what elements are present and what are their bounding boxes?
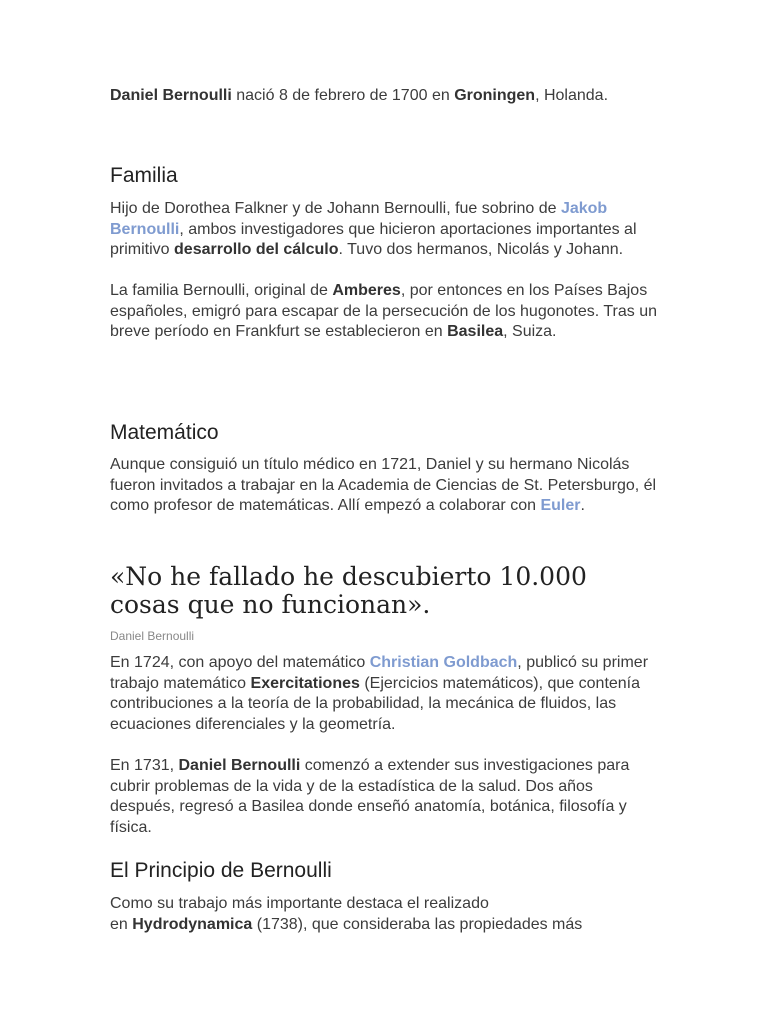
familia-p1-text-2: , ambos investigadores que hicieron aportaciones importantes al primitivo bbox=[110, 220, 637, 258]
matematico-p1-end: . bbox=[580, 497, 585, 514]
body2-p1-text-2: , publicó su primer trabajo matemático bbox=[110, 654, 649, 692]
body2-p2-text-2: comenzó a extender sus investigaciones para cubrir problemas de la vida y de la estadística de la salud. Dos años después, regresó a Basilea donde enseñó anatomía, botánica, filosofía y física. bbox=[110, 757, 630, 836]
intro-name: Daniel Bernoulli bbox=[110, 87, 232, 104]
body2-p1-text: En 1724, con apoyo del matemático bbox=[110, 654, 370, 671]
familia-p1-bold: desarrollo del cálculo bbox=[174, 241, 339, 258]
matematico-heading: Matemático bbox=[110, 421, 219, 444]
body2-p1-text-3: (Ejercicios matemáticos), que contenía contribuciones a la teoría de la probabilidad, la mecánica de fluidos, las ecuaciones diferenciales y la geometría. bbox=[110, 674, 641, 733]
familia-paragraph-1 bbox=[110, 199, 660, 261]
familia-heading: Familia bbox=[110, 164, 178, 187]
familia-p1-text: Hijo de Dorothea Falkner y de Johann Bernoulli, fue sobrino de bbox=[110, 200, 561, 217]
quote-line-1: «No he fallado he descubierto 10.000 bbox=[110, 562, 587, 591]
euler-link[interactable]: Euler bbox=[540, 497, 581, 514]
familia-p2-text-2: , por entonces en los Países Bajos españoles, emigró para escapar de la persecución de los hugonotes. Tras un breve período en Frankfurt se establecieron en bbox=[110, 282, 658, 340]
quote-author-text: Daniel Bernoulli bbox=[110, 629, 195, 643]
section-principio bbox=[110, 858, 660, 884]
familia-p2-bold-basilea: Basilea bbox=[447, 323, 504, 340]
principio-line-1: Como su trabajo más importante destaca el realizado bbox=[110, 895, 489, 912]
section-familia bbox=[110, 163, 660, 189]
familia-p2-bold-amberes: Amberes bbox=[332, 282, 401, 299]
principio-line-2-text: en bbox=[110, 915, 133, 933]
familia-p2-text-3: , Suiza. bbox=[503, 323, 557, 340]
principio-paragraph bbox=[110, 894, 660, 935]
intro-city: Groningen bbox=[454, 87, 536, 104]
principio-line-2 bbox=[110, 915, 660, 936]
familia-paragraph-2 bbox=[110, 281, 660, 343]
body2-p1-bold: Exercitationes bbox=[250, 674, 360, 692]
quote-author bbox=[110, 627, 660, 645]
matematico-p1-text: Aunque consiguió un título médico en 1721, Daniel y su hermano Nicolás fueron invitados a trabajar en la Academia de Ciencias de St. Petersburgo, él como profesor de matemáticas. Allí empezó a colaborar con bbox=[110, 456, 657, 514]
body2-p2-text: En 1731, bbox=[110, 757, 179, 774]
intro-text-end: , Holanda. bbox=[535, 87, 609, 104]
body-paragraph-1731 bbox=[110, 756, 660, 838]
quote-line-2: cosas que no funcionan». bbox=[110, 590, 431, 619]
christian-goldbach-link[interactable]: Christian Goldbach bbox=[369, 654, 518, 671]
jakob-bernoulli-link[interactable]: Jakob Bernoulli bbox=[110, 200, 608, 238]
principio-bold-hydrodynamica: Hydrodynamica bbox=[132, 915, 253, 933]
body2-p2-bold: Daniel Bernoulli bbox=[178, 757, 301, 774]
matematico-paragraph bbox=[110, 455, 660, 517]
intro-paragraph bbox=[110, 86, 660, 107]
principio-heading: El Principio de Bernoulli bbox=[110, 859, 332, 882]
body-paragraph-1724 bbox=[110, 653, 660, 735]
principio-line-2-end: (1738), que consideraba las propiedades más bbox=[252, 915, 583, 933]
intro-text: nació 8 de febrero de 1700 en bbox=[231, 87, 455, 104]
familia-p2-text: La familia Bernoulli, original de bbox=[110, 282, 333, 299]
quote-block bbox=[110, 563, 710, 619]
familia-p1-text-3: . Tuvo dos hermanos, Nicolás y Johann. bbox=[338, 241, 624, 258]
section-matematico bbox=[110, 420, 660, 446]
